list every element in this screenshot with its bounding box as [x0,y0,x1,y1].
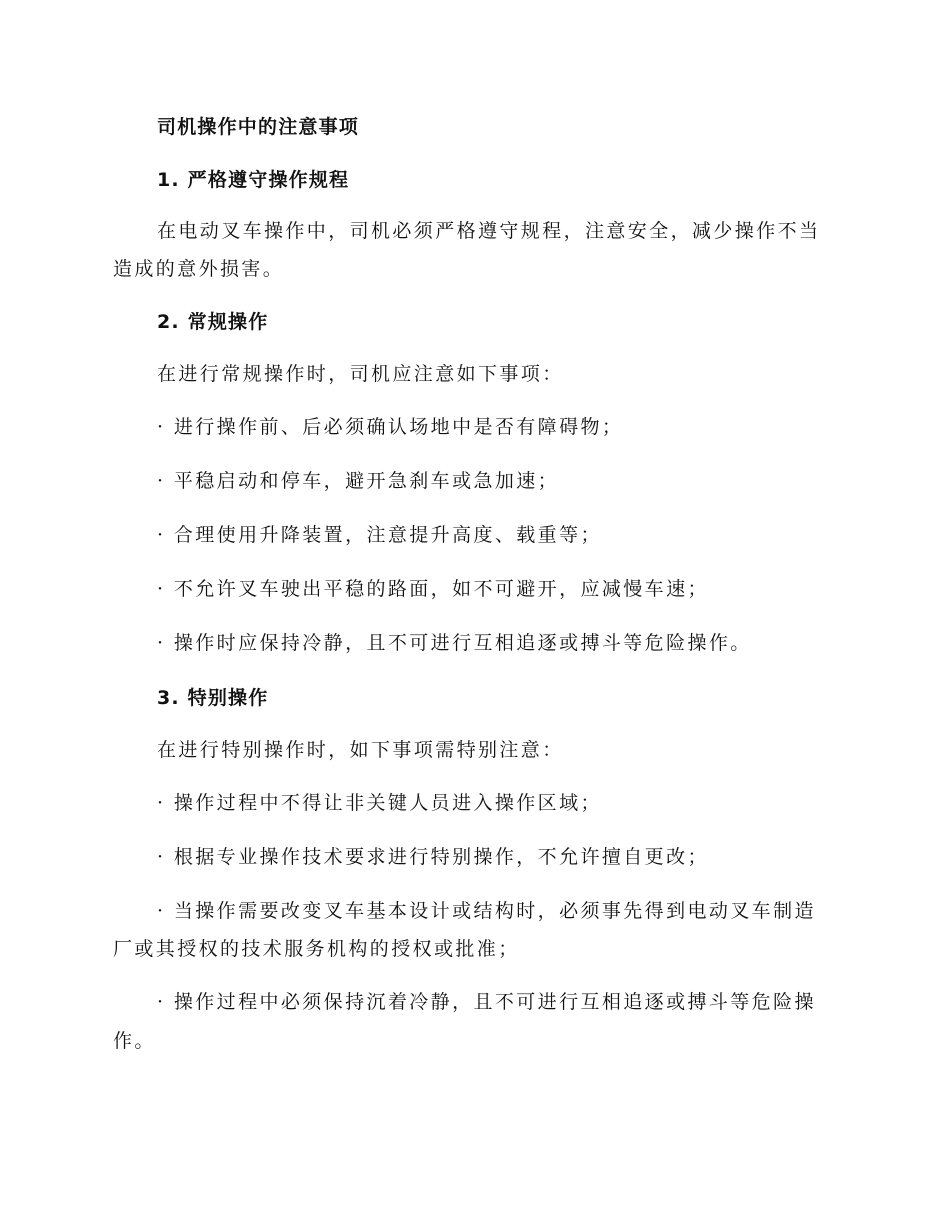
section-2-bullet-2: · 平稳启动和停车，避开急刹车或急加速； [157,470,560,492]
document-title: 司机操作中的注意事项 [157,116,360,138]
section-3-bullet-2: · 根据专业操作技术要求进行特别操作，不允许擅自更改； [157,846,709,868]
section-3-bullet-4-line-1: · 操作过程中必须保持沉着冷静，且不可进行互相追逐或搏斗等危险操 [157,991,816,1013]
section-2-intro: 在进行常规操作时，司机应注意如下事项： [157,363,564,385]
section-2-bullet-4: · 不允许叉车驶出平稳的路面，如不可避开，应减慢车速； [157,578,709,600]
section-heading-2: 2. 常规操作 [157,311,269,333]
section-heading-3: 3. 特别操作 [157,687,269,709]
section-3-bullet-1: · 操作过程中不得让非关键人员进入操作区域； [157,792,602,814]
section-1-paragraph-line-2: 造成的意外损害。 [113,258,285,280]
section-2-bullet-1: · 进行操作前、后必须确认场地中是否有障碍物； [157,416,624,438]
section-3-bullet-3-line-1: · 当操作需要改变叉车基本设计或结构时，必须事先得到电动叉车制造 [157,900,816,922]
section-2-bullet-3: · 合理使用升降装置，注意提升高度、载重等； [157,524,602,546]
section-3-bullet-3-line-2: 厂或其授权的技术服务机构的授权或批准； [113,938,520,960]
section-1-paragraph-line-1: 在电动叉车操作中，司机必须严格遵守规程，注意安全，减少操作不当 [157,220,821,242]
section-heading-1: 1. 严格遵守操作规程 [157,169,350,191]
section-2-bullet-5: · 操作时应保持冷静，且不可进行互相追逐或搏斗等危险操作。 [157,632,752,654]
section-3-bullet-4-line-2: 作。 [113,1030,156,1052]
section-3-intro: 在进行特别操作时，如下事项需特别注意： [157,739,564,761]
